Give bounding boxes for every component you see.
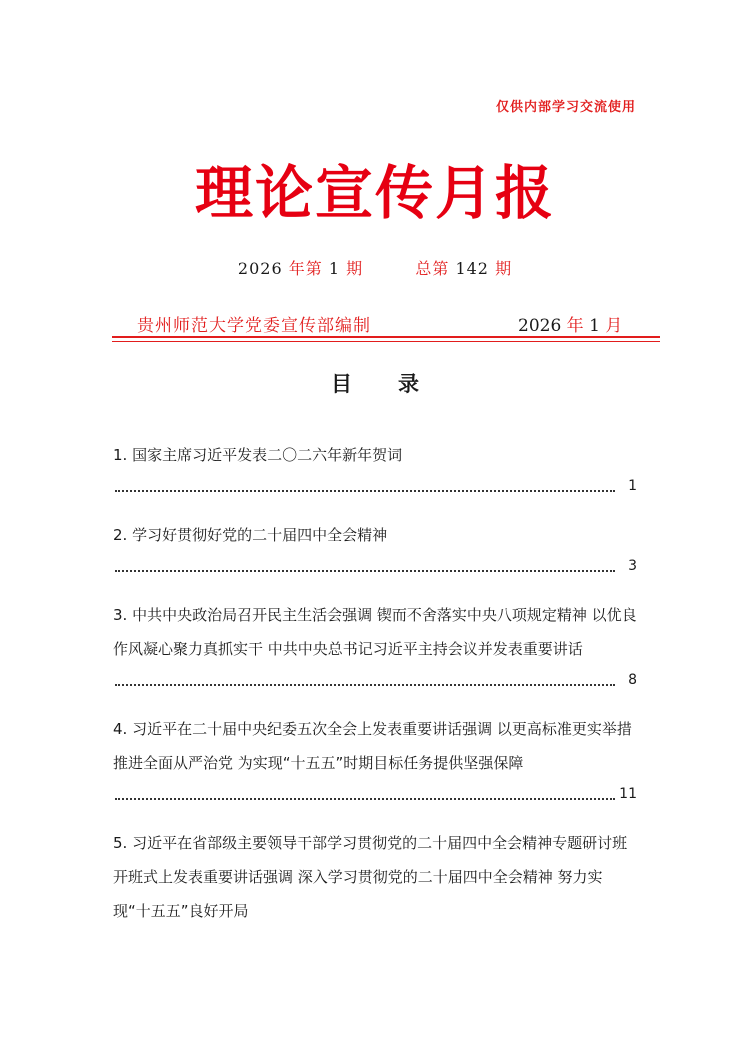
toc-entry-2[interactable] <box>113 518 637 582</box>
table-of-contents <box>113 438 637 944</box>
toc-entry-4[interactable] <box>113 712 637 810</box>
toc-page-number: 11 <box>619 786 637 802</box>
toc-entry-1[interactable] <box>113 438 637 502</box>
issue-year-unit: 年 <box>288 259 306 278</box>
toc-page-number: 3 <box>628 558 637 574</box>
toc-entry-5[interactable] <box>113 826 637 928</box>
toc-entry-title: 5. 习近平在省部级主要领导干部学习贯彻党的二十届四中全会精神专题研讨班开班式上发表重要讲话强调 深入学习贯彻党的二十届四中全会精神 努力实现“十五五”良好开局 <box>113 834 628 920</box>
toc-entry-title: 3. 中共中央政治局召开民主生活会强调 锲而不舍落实中央八项规定精神 以优良作风凝心聚力真抓实干 中共中央总书记习近平主持会议并发表重要讲话 <box>113 606 637 658</box>
issue-period-number: 1 <box>328 259 341 278</box>
toc-entry-title: 1. 国家主席习近平发表二〇二六年新年贺词 <box>113 446 403 464</box>
pub-year: 2026 <box>518 316 562 336</box>
issue-year: 2026 <box>237 259 283 278</box>
issue-line <box>0 256 750 279</box>
toc-entry-3[interactable] <box>113 598 637 696</box>
masthead-title: 理论宣传月报 <box>194 159 555 227</box>
pub-year-unit: 年 <box>566 316 584 336</box>
issue-period-unit: 期 <box>346 259 364 278</box>
dot-leader <box>115 684 615 686</box>
publisher: 贵州师范大学党委宣传部编制 <box>137 316 371 336</box>
toc-entry-title: 2. 学习好贯彻好党的二十届四中全会精神 <box>113 526 388 544</box>
toc-leader <box>113 670 637 696</box>
header-rule-thick <box>112 336 660 338</box>
toc-leader <box>113 784 637 810</box>
toc-page-number: 8 <box>628 672 637 688</box>
toc-leader <box>113 556 637 582</box>
dot-leader <box>115 490 615 492</box>
issue-total-number: 142 <box>455 259 489 278</box>
internal-use-notice: 仅供内部学习交流使用 <box>495 100 636 115</box>
dot-leader <box>115 570 615 572</box>
toc-heading: 目录 <box>331 372 465 396</box>
toc-page-number: 1 <box>628 478 637 494</box>
toc-entry-title: 4. 习近平在二十届中央纪委五次全会上发表重要讲话强调 以更高标准更实举措推进全面从严治党 为实现“十五五”时期目标任务提供坚强保障 <box>113 720 632 772</box>
issue-period-prefix: 第 <box>305 259 323 278</box>
issue-total-unit: 期 <box>495 259 513 278</box>
header-rule-thin <box>112 341 660 342</box>
pub-month: 1 <box>589 316 600 336</box>
toc-leader <box>113 476 637 502</box>
publication-date <box>518 311 622 336</box>
dot-leader <box>115 798 615 800</box>
issue-total-prefix: 总第 <box>415 259 450 278</box>
pub-month-unit: 月 <box>605 316 623 336</box>
